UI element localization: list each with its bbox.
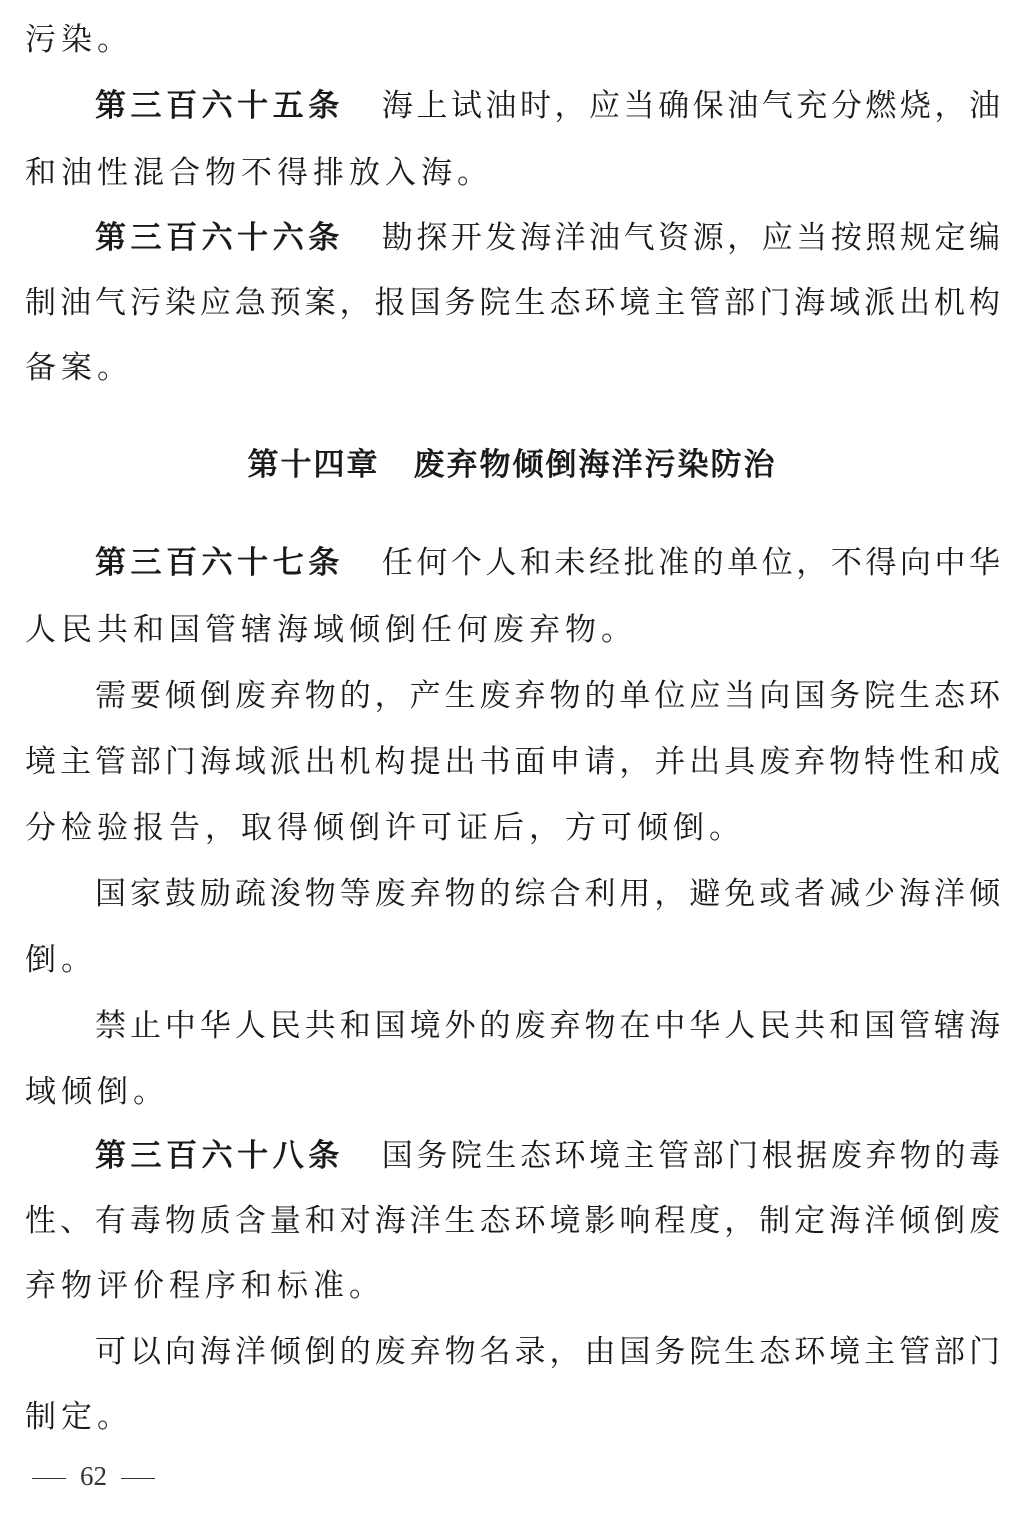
article-heading: 第三百六十七条: [95, 545, 344, 581]
paragraph-first-line: 国家鼓励疏浚物等废弃物的综合利用，避免或者减少海洋倾: [95, 876, 1000, 912]
text-line: 性、有毒物质含量和对海洋生态环境影响程度，制定海洋倾倒废: [25, 1203, 1000, 1239]
text-line: 域倾倒。: [25, 1074, 169, 1110]
text-line: 污染。: [25, 22, 133, 58]
text-line: 制油气污染应急预案，报国务院生态环境主管部门海域派出机构: [25, 285, 1000, 321]
paragraph-first-line: 需要倾倒废弃物的，产生废弃物的单位应当向国务院生态环: [95, 678, 1000, 714]
text-line: 和油性混合物不得排放入海。: [25, 155, 493, 191]
text-line: 人民共和国管辖海域倾倒任何废弃物。: [25, 612, 637, 648]
article-paragraph: 第三百六十八条 国务院生态环境主管部门根据废弃物的毒: [95, 1138, 1000, 1174]
chapter-title: 废弃物倾倒海洋污染防治: [413, 447, 777, 483]
text-line: 弃物评价程序和标准。: [25, 1268, 385, 1304]
paragraph-first-line: 可以向海洋倾倒的废弃物名录，由国务院生态环境主管部门: [95, 1334, 1000, 1370]
article-paragraph: 第三百六十七条 任何个人和未经批准的单位，不得向中华: [95, 545, 1000, 581]
chapter-number: 第十四章: [247, 447, 380, 483]
article-paragraph: 第三百六十六条 勘探开发海洋油气资源，应当按照规定编: [95, 220, 1000, 256]
text-line: 备案。: [25, 350, 133, 386]
dash-decoration: [121, 1478, 155, 1479]
text-line: 倒。: [25, 942, 97, 978]
text-line: 分检验报告，取得倾倒许可证后，方可倾倒。: [25, 810, 745, 846]
article-paragraph: 第三百六十五条 海上试油时，应当确保油气充分燃烧，油: [95, 88, 1000, 124]
page-number: [32, 1460, 169, 1492]
dash-decoration: [32, 1478, 66, 1479]
text-line: 制定。: [25, 1399, 133, 1435]
article-heading: 第三百六十八条: [95, 1138, 344, 1174]
text-line: 境主管部门海域派出机构提出书面申请，并出具废弃物特性和成: [25, 744, 1000, 780]
paragraph-first-line: 禁止中华人民共和国境外的废弃物在中华人民共和国管辖海: [95, 1008, 1000, 1044]
article-heading: 第三百六十五条: [95, 88, 344, 124]
article-heading: 第三百六十六条: [95, 220, 344, 256]
chapter-heading: [0, 446, 1024, 484]
page-number-value: 62: [80, 1461, 107, 1491]
